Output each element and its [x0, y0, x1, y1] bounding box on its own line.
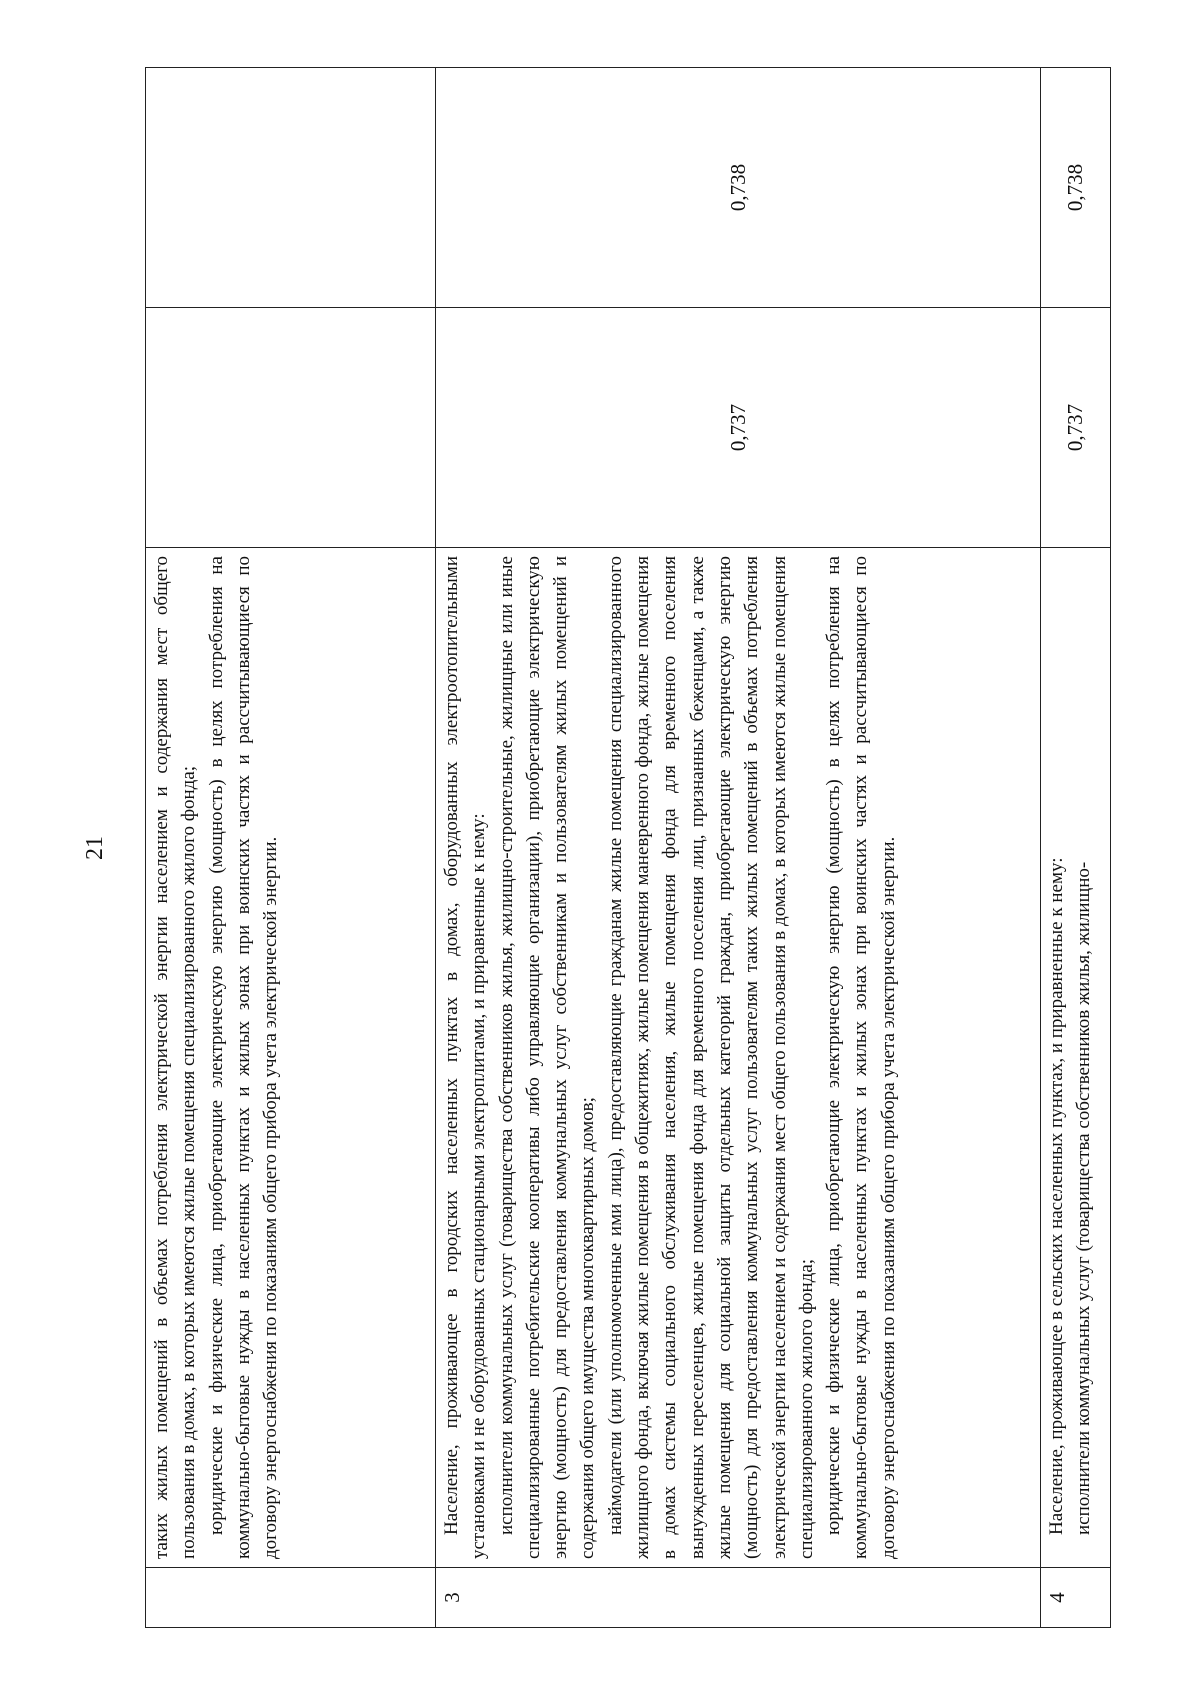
value-cell	[146, 308, 436, 548]
paragraph: Население, проживающее в сельских населенных пунктах, и приравненные к нему:	[1046, 857, 1067, 1535]
value-cell: 0,738	[1041, 68, 1111, 308]
paragraph: исполнители коммунальных услуг (товарищества собственников жилья, жилищно-строительные, жилищные или иные специализированные потребительские кооперативы либо управляющие организации), приобретающие электрическую энергию (мощность) для предоставления коммунальных услуг собственникам и пользователям жилых помещений и содержания общего имущества многоквартирных домов;	[495, 556, 599, 1559]
row-number: 4	[1041, 1568, 1111, 1628]
value-cell	[146, 68, 436, 308]
value-cell: 0,738	[436, 68, 1041, 308]
row-number	[146, 1568, 436, 1628]
paragraph: исполнители коммунальных услуг (товарищества собственников жилья, жилищно-	[1073, 861, 1095, 1535]
paragraph: юридические и физические лица, приобретающие электрическую энергию (мощность) в целях потребления на коммунально-бытовые нужды в населенных пунктах и жилых зонах при воинских частях и рассчитывающиеся по договору энергоснабжения по показаниям общего прибора учета электрической энергии.	[823, 556, 899, 1559]
rotated-content	[80, 58, 1120, 1638]
row-description	[146, 548, 436, 1568]
paragraph: Население, проживающее в городских населенных пунктах в домах, оборудованных электроотопительными установками и не оборудованных стационарными электроплитами, и приравненные к нему:	[441, 556, 490, 1559]
paragraph: юридические и физические лица, приобретающие электрическую энергию (мощность) в целях потребления на коммунально-бытовые нужды в населенных пунктах и жилых зонах при воинских частях и рассчитывающиеся по договору энергоснабжения по показаниям общего прибора учета электрической энергии.	[205, 556, 282, 1559]
value-cell: 0,737	[436, 308, 1041, 548]
table-row	[436, 68, 1041, 1628]
page-number: 21	[82, 836, 108, 860]
paragraph: таких жилых помещений в объемах потребления электрической энергии населением и содержания мест общего пользования в домах, в которых имеются жилые помещения специализированного жилого фонда;	[151, 556, 200, 1559]
value-cell: 0,737	[1041, 308, 1111, 548]
tariff-table	[145, 67, 1111, 1628]
row-description	[436, 548, 1041, 1568]
table-row	[1041, 68, 1111, 1628]
row-description	[1041, 548, 1111, 1568]
table-row	[146, 68, 436, 1628]
paragraph: наймодатели (или уполномоченные ими лица), предоставляющие гражданам жилые помещения специализированного жилищного фонда, включая жилые помещения в общежитиях, жилые помещения маневренного фонда, жилые помещения в домах системы социального обслуживания населения, жилые помещения фонда для временного поселения вынужденных переселенцев, жилые помещения фонда для временного поселения лиц, признанных беженцами, а также жилые помещения для социальной защиты отдельных категорий граждан, приобретающие электрическую энергию (мощность) для предоставления коммунальных услуг пользователям таких жилых помещений в объемах потребления электрической энергии населением и содержания мест общего пользования в домах, в которых имеются жилые помещения специализированного жилого фонда;	[604, 556, 817, 1559]
row-number: 3	[436, 1568, 1041, 1628]
